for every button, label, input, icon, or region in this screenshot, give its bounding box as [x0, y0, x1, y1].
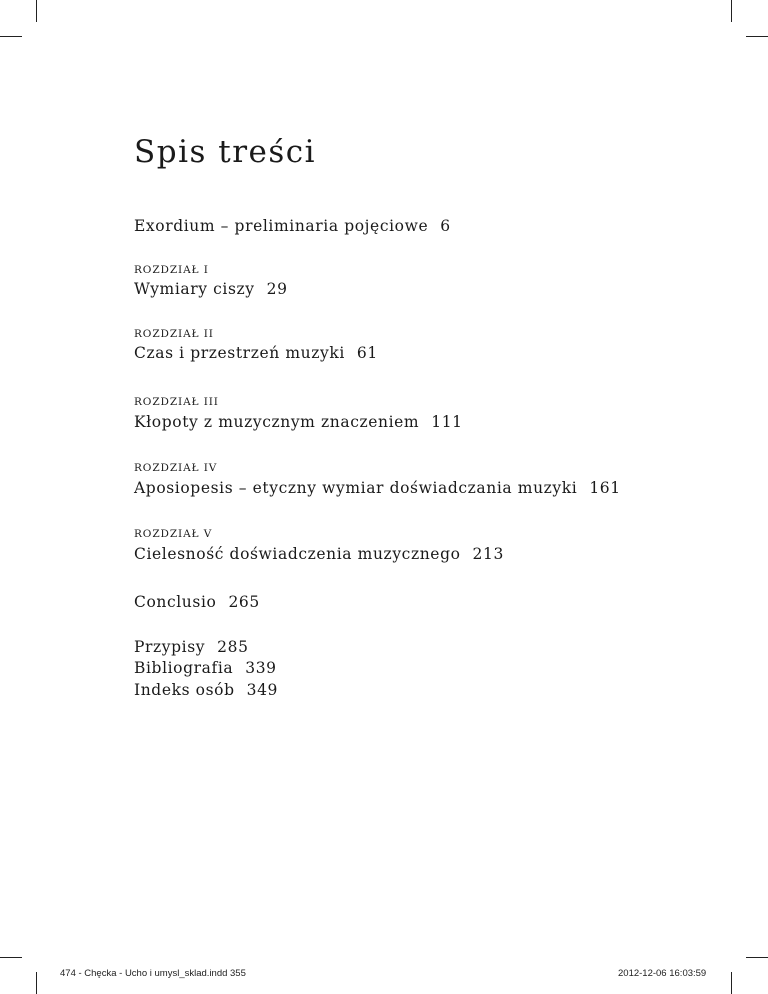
page-title: Spis treści [134, 134, 317, 170]
toc-entry-title: Aposiopesis – etyczny wymiar doświadczania muzyki [134, 479, 578, 497]
toc-entry-title: Bibliografia [134, 659, 234, 677]
toc-entry-przypisy [134, 638, 249, 656]
chapter-label-3: ROZDZIAŁ III [134, 396, 219, 408]
toc-entry-page: 265 [228, 593, 260, 611]
crop-mark-top-right-horizontal [746, 36, 768, 37]
toc-entry-page: 339 [245, 659, 277, 677]
toc-entry-page: 285 [217, 638, 249, 656]
toc-entry-indeks-osob [134, 681, 278, 699]
toc-entry-page: 6 [440, 217, 451, 235]
toc-entry-bibliografia [134, 659, 277, 677]
chapter-label-1: ROZDZIAŁ I [134, 264, 209, 276]
crop-mark-top-left-horizontal [0, 36, 22, 37]
toc-entry-title: Indeks osób [134, 681, 235, 699]
toc-entry-title: Cielesność doświadczenia muzycznego [134, 545, 461, 563]
crop-mark-bottom-left-vertical [36, 972, 37, 994]
chapter-label-2: ROZDZIAŁ II [134, 328, 214, 340]
toc-entry-conclusio [134, 593, 260, 611]
crop-mark-bottom-left-horizontal [0, 957, 22, 958]
toc-entry-title: Wymiary ciszy [134, 280, 255, 298]
toc-entry-page: 161 [589, 479, 621, 497]
toc-entry-chapter-5 [134, 545, 504, 563]
crop-mark-bottom-right-horizontal [746, 957, 768, 958]
toc-entry-title: Przypisy [134, 638, 206, 656]
toc-entry-title: Conclusio [134, 593, 217, 611]
toc-entry-page: 213 [472, 545, 504, 563]
crop-mark-bottom-right-vertical [731, 972, 732, 994]
toc-entry-exordium [134, 217, 451, 235]
chapter-label-4: ROZDZIAŁ IV [134, 462, 218, 474]
crop-mark-top-right-vertical [731, 0, 732, 22]
chapter-label-5: ROZDZIAŁ V [134, 528, 213, 540]
toc-entry-title: Exordium – preliminaria pojęciowe [134, 217, 429, 235]
print-slug-file-info: 474 - Chęcka - Ucho i umysl_sklad.indd 355 [60, 968, 246, 979]
toc-entry-page: 111 [431, 413, 463, 431]
toc-entry-chapter-3 [134, 413, 463, 431]
toc-entry-chapter-2 [134, 344, 378, 362]
crop-mark-top-left-vertical [36, 0, 37, 22]
toc-entry-chapter-4 [134, 479, 621, 497]
print-slug-timestamp: 2012-12-06 16:03:59 [618, 968, 707, 979]
toc-entry-title: Czas i przestrzeń muzyki [134, 344, 345, 362]
toc-entry-page: 29 [266, 280, 288, 298]
toc-entry-page: 349 [246, 681, 279, 699]
toc-entry-page: 61 [356, 344, 378, 362]
toc-entry-chapter-1 [134, 280, 288, 298]
toc-entry-title: Kłopoty z muzycznym znaczeniem [134, 413, 420, 431]
